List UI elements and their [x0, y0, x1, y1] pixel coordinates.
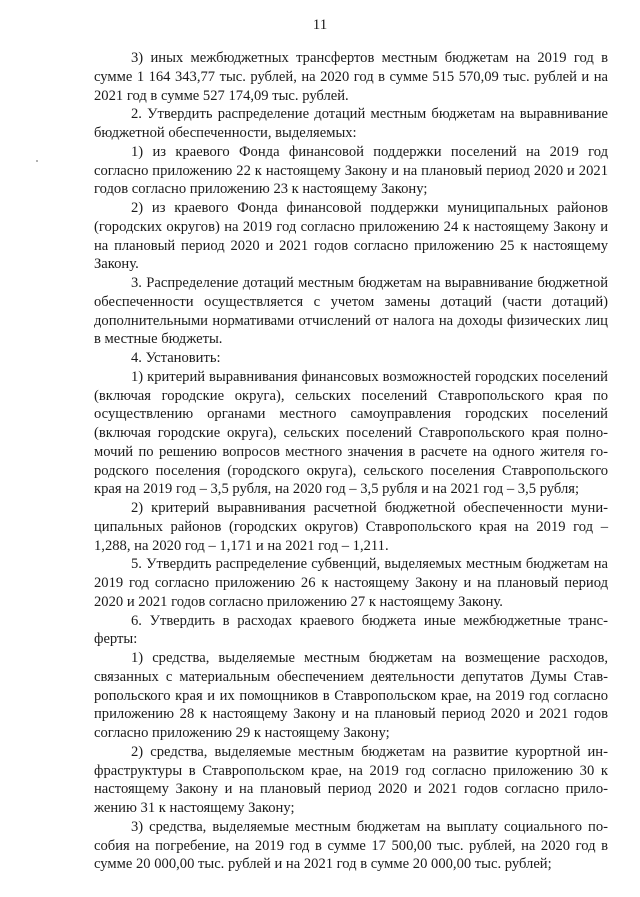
- paragraph-6-1-deputies: 1) средства, выделяемые местным бюджетам на возмещение расходов, связанных с материальным обеспечением деятельности депутатов Думы Ставропольского края и их помощников в Ставропольском крае, на 2019 год согласно приложению 28 к настоящему Закону и на плановый период 2020 и 2021 годов согласно приложению 29 к настоящему Закону;: [94, 650, 608, 741]
- scan-speck: [36, 160, 38, 162]
- paragraph-6-2-resort: 2) средства, выделяемые местным бюджетам на развитие курортной инфраструктуры в Ставропольском крае, на 2019 год согласно приложению 30 к настоящему Закону и на плановый период 2020 и 2021 годов согласно приложению 31 к настоящему Закону;: [94, 743, 608, 816]
- paragraph-4-2-criterion: 2) критерий выравнивания расчетной бюджетной обеспеченности муниципальных районов (городских округов) Ставропольского края на 2019 год – 1,288, на 2020 год – 1,171 и на 2021 год – 1,211.: [94, 500, 608, 554]
- page-number: 11: [312, 17, 328, 33]
- paragraph-6-other-transfers: 6. Утвердить в расходах краевого бюджета иные межбюджетные трансферты:: [94, 612, 608, 648]
- paragraph-3-replacement: 3. Распределение дотаций местным бюджетам на выравнивание бюджетной обеспеченности осуществляется с учетом замены дотаций (части дотаций) дополнительными нормативами отчислений от налога на доходы физических лиц в местные бюджеты.: [94, 275, 608, 348]
- document-body: [94, 49, 608, 874]
- paragraph-2-subsidies-distribution: 2. Утвердить распределение дотаций местным бюджетам на выравнивание бюджетной обеспеченности, выделяемых:: [94, 106, 608, 141]
- paragraph-2-1-settlements-fund: 1) из краевого Фонда финансовой поддержки поселений на 2019 год согласно приложению 22 к настоящему Закону и на плановый период 2020 и 2021 годов согласно приложению 23 к настоящему Закону;: [94, 143, 608, 198]
- paragraph-6-3-burial: 3) средства, выделяемые местным бюджетам на выплату социального пособия на погребение, на 2019 год в сумме 17 500,00 тыс. рублей, на 2020 год в сумме 20 000,00 тыс. рублей и на 2021 год в сумме 20 000,00 тыс. рублей;: [94, 818, 608, 873]
- paragraph-4-establish: 4. Установить:: [131, 350, 221, 366]
- paragraph-5-subventions: 5. Утвердить распределение субвенций, выделяемых местным бюджетам на 2019 год согласно приложению 26 к настоящему Закону и на плановый период 2020 и 2021 годов согласно приложению 27 к настоящему Закону.: [94, 556, 608, 610]
- paragraph-2-2-districts-fund: 2) из краевого Фонда финансовой поддержки муниципальных районов (городских округов) на 2019 год согласно приложению 24 к настоящему Закону и на плановый период 2020 и 2021 годов согласно приложению 25 к настоящему Закону.: [94, 200, 608, 273]
- paragraph-3-other-transfers: 3) иных межбюджетных трансфертов местным бюджетам на 2019 год в сумме 1 164 343,77 тыс. рублей, на 2020 год в сумме 515 570,09 тыс. рублей и на 2021 год в сумме 527 174,09 тыс. рублей.: [94, 50, 608, 104]
- paragraph-4-1-criterion: 1) критерий выравнивания финансовых возможностей городских поселений (включая городские округа), сельских поселений Ставропольского края по осуществлению органами местного самоуправления городских поселений (включая городские округа), сельских поселений Ставропольского края полномочий по решению вопросов местного значения в расчете на одного жителя городского поселения (городского округа), сельского поселения Ставропольского края на 2019 год – 3,5 рубля, на 2020 год – 3,5 рубля и на 2021 год – 3,5 рубля;: [94, 368, 608, 498]
